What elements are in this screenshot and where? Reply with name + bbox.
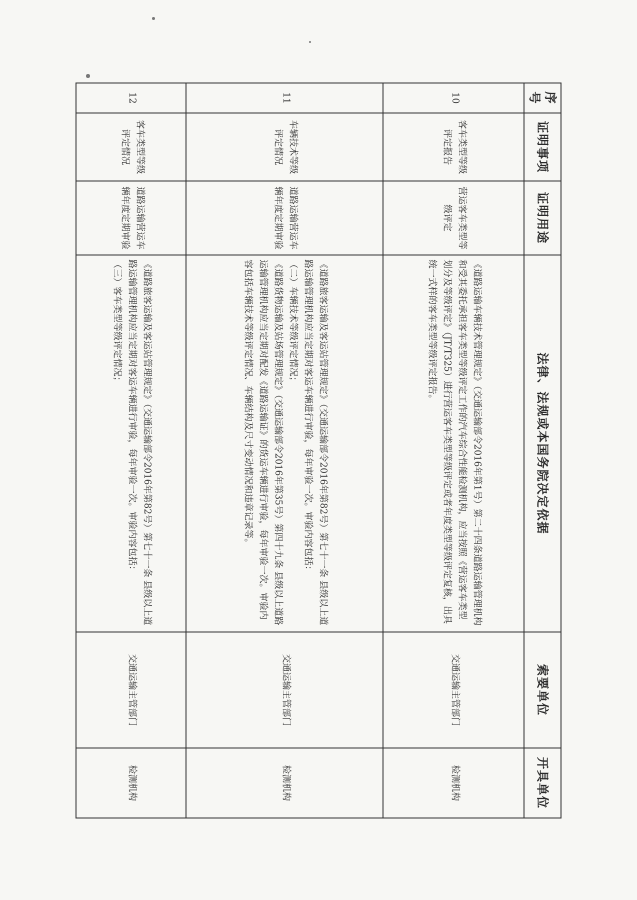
basis-paragraph: （三）客车类型等级评定情况； bbox=[111, 259, 122, 386]
row-basis bbox=[76, 255, 187, 632]
header-item: 证明事项 bbox=[524, 113, 561, 181]
scan-speck bbox=[86, 74, 90, 78]
header-basis: 法律、法规或本国务院决定依据 bbox=[524, 255, 561, 632]
table-row bbox=[383, 83, 524, 818]
header-issuer: 开具单位 bbox=[524, 748, 561, 818]
row-use: 营运客车类型等级评定 bbox=[383, 181, 524, 255]
row-requester: 交通运输主管部门 bbox=[383, 632, 524, 748]
rotated-table-wrapper bbox=[76, 83, 562, 818]
row-item: 客车类型等级评定报告 bbox=[383, 113, 524, 181]
row-basis bbox=[187, 255, 384, 632]
row-no: 12 bbox=[76, 83, 187, 113]
row-requester: 交通运输主管部门 bbox=[187, 632, 384, 748]
header-no: 序号 bbox=[524, 83, 561, 113]
row-issuer: 检测机构 bbox=[76, 748, 187, 818]
row-no: 11 bbox=[187, 83, 384, 113]
scan-speck bbox=[152, 17, 155, 20]
certification-items-table bbox=[76, 83, 562, 819]
table-row bbox=[187, 83, 384, 818]
row-requester: 交通运输主管部门 bbox=[76, 632, 187, 748]
header-requester: 索要单位 bbox=[524, 632, 561, 748]
basis-paragraph: 《道路旅客运输及客运站管理规定》（交通运输部令2016年第82号）第七十一条 县级以上道路运输管理机构应当定期对客运车辆进行审验，每年审验一次。审验内容包括： bbox=[302, 259, 328, 626]
basis-paragraph: 《道路运输车辆技术管理规定》（交通运输部令2016年第1号）第二十四条道路运输管理机构和受其委托承担客车类型等级评定工作的汽车综合性能检测机构，应当按照《营运客车类型划分及等级评定》（JT/T325）进行营运客车类型等级评定或者年度类型等级评定复核，出具统一式样的客车类型等级评定报告。 bbox=[426, 259, 482, 626]
basis-paragraph: 《道路旅客运输及客运站管理规定》（交通运输部令2016年第82号）第七十一条 县级以上道路运输管理机构应当定期对客运车辆进行审验，每年审验一次。审验内容包括： bbox=[126, 259, 152, 626]
basis-paragraph: 《道路货物运输及站场管理规定》（交通运输部令2016年第35号）第四十九条 县级以上道路运输管理机构应当定期对配发《道路运输证》的货运车辆进行审验，每年审验一次。审验内容包括车辆技术等级评定情况、车辆结构及尺寸变动情况和违章记录等。 bbox=[242, 259, 283, 626]
table-row bbox=[76, 83, 187, 818]
basis-paragraph: （二）车辆技术等级评定情况； bbox=[287, 259, 298, 386]
row-use: 道路运输营运车辆年度定期审验 bbox=[76, 181, 187, 255]
row-issuer: 检测机构 bbox=[383, 748, 524, 818]
row-issuer: 检测机构 bbox=[187, 748, 384, 818]
row-use: 道路运输营运车辆年度定期审验 bbox=[187, 181, 384, 255]
row-item: 车辆技术等级评定情况 bbox=[187, 113, 384, 181]
table-header-row bbox=[524, 83, 561, 818]
scan-speck bbox=[309, 41, 311, 43]
row-item: 客车类型等级评定情况 bbox=[76, 113, 187, 181]
header-use: 证明用途 bbox=[524, 181, 561, 255]
row-basis bbox=[383, 255, 524, 632]
row-no: 10 bbox=[383, 83, 524, 113]
